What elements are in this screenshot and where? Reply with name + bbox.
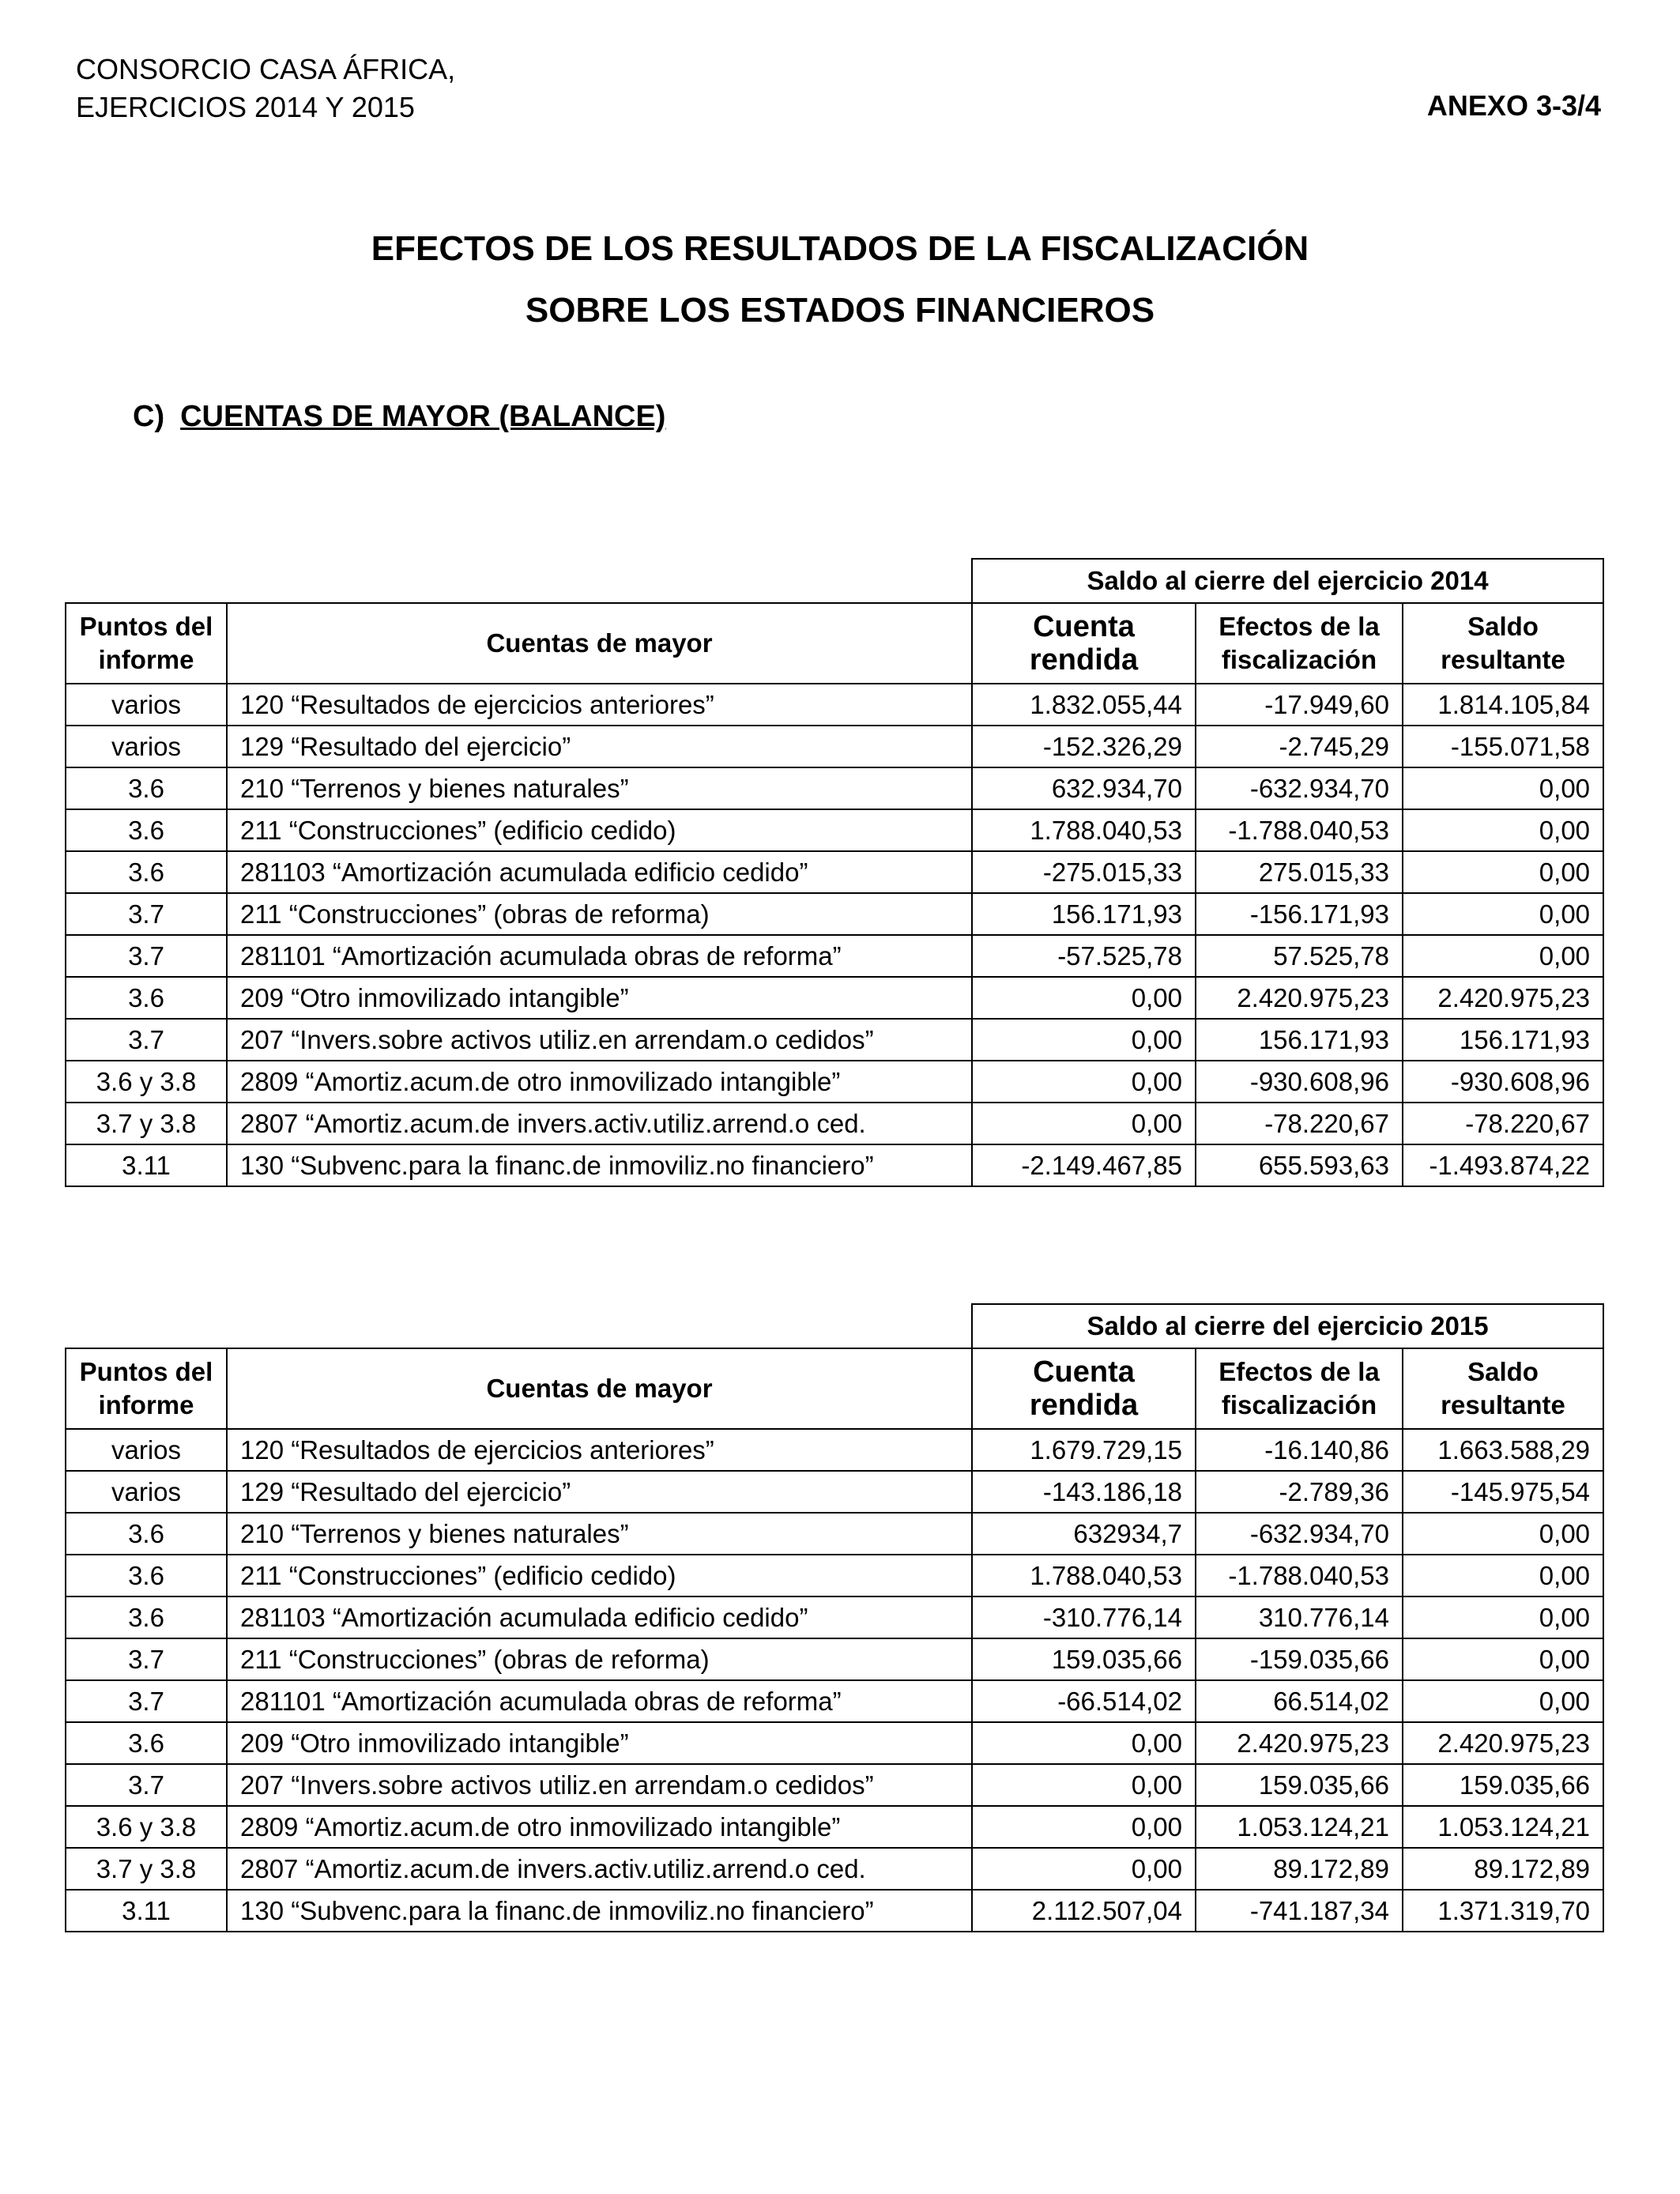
col-header-rendida: Cuenta rendida (972, 603, 1196, 684)
cell-punto: 3.7 (66, 935, 227, 977)
ledger-table-2015 (65, 1303, 1604, 1932)
cell-cuenta: 2809 “Amortiz.acum.de otro inmovilizado intangible” (227, 1806, 972, 1848)
cell-efectos: 2.420.975,23 (1196, 977, 1403, 1019)
header-spacer (66, 1304, 972, 1348)
cell-efectos: -2.745,29 (1196, 726, 1403, 767)
cell-cuenta: 207 “Invers.sobre activos utiliz.en arrendam.o cedidos” (227, 1764, 972, 1806)
col-header-cuentas: Cuentas de mayor (227, 603, 972, 684)
title-line-2: SOBRE LOS ESTADOS FINANCIEROS (525, 291, 1155, 330)
cell-resultante: -930.608,96 (1403, 1061, 1603, 1103)
cell-cuenta: 281101 “Amortización acumulada obras de reforma” (227, 1680, 972, 1722)
cell-cuenta: 211 “Construcciones” (edificio cedido) (227, 809, 972, 851)
cell-resultante: 0,00 (1403, 1596, 1603, 1638)
cell-resultante: -78.220,67 (1403, 1103, 1603, 1144)
cell-cuenta: 281103 “Amortización acumulada edificio cedido” (227, 851, 972, 893)
table-row (66, 1144, 1603, 1186)
table-row (66, 1471, 1603, 1513)
cell-cuenta: 130 “Subvenc.para la financ.de inmoviliz.no financiero” (227, 1144, 972, 1186)
title-line-1: EFECTOS DE LOS RESULTADOS DE LA FISCALIZACIÓN (371, 229, 1309, 268)
cell-efectos: 2.420.975,23 (1196, 1722, 1403, 1764)
col-header-puntos: Puntos del informe (66, 1348, 227, 1429)
cell-rendida: -2.149.467,85 (972, 1144, 1196, 1186)
cell-resultante: 0,00 (1403, 935, 1603, 977)
cell-rendida: -275.015,33 (972, 851, 1196, 893)
cell-resultante: -145.975,54 (1403, 1471, 1603, 1513)
cell-resultante: 0,00 (1403, 1513, 1603, 1555)
cell-rendida: 156.171,93 (972, 893, 1196, 935)
cell-punto: 3.7 (66, 893, 227, 935)
col-header-efectos: Efectos de la fiscalización (1196, 1348, 1403, 1429)
cell-efectos: -632.934,70 (1196, 1513, 1403, 1555)
ledger-table-2014 (65, 558, 1604, 1187)
cell-cuenta: 130 “Subvenc.para la financ.de inmoviliz.no financiero” (227, 1890, 972, 1932)
header-spacer (66, 559, 972, 603)
cell-efectos: -1.788.040,53 (1196, 1555, 1403, 1596)
table-row (66, 935, 1603, 977)
document-header (76, 51, 455, 126)
table-row (66, 1596, 1603, 1638)
cell-resultante: 0,00 (1403, 893, 1603, 935)
cell-punto: 3.6 (66, 1555, 227, 1596)
table-row (66, 1848, 1603, 1890)
cell-efectos: 89.172,89 (1196, 1848, 1403, 1890)
table-row (66, 1019, 1603, 1061)
cell-punto: varios (66, 1429, 227, 1471)
table-row (66, 767, 1603, 809)
cell-resultante: 0,00 (1403, 767, 1603, 809)
table-row (66, 1513, 1603, 1555)
group-header: Saldo al cierre del ejercicio 2014 (972, 559, 1603, 603)
cell-cuenta: 211 “Construcciones” (obras de reforma) (227, 1638, 972, 1680)
cell-cuenta: 2807 “Amortiz.acum.de invers.activ.utiliz.arrend.o ced. (227, 1848, 972, 1890)
cell-rendida: 0,00 (972, 1722, 1196, 1764)
table-row (66, 1722, 1603, 1764)
cell-punto: 3.6 (66, 1513, 227, 1555)
cell-punto: 3.6 (66, 851, 227, 893)
cell-rendida: -310.776,14 (972, 1596, 1196, 1638)
section-letter: C) (133, 400, 165, 433)
cell-punto: 3.7 y 3.8 (66, 1103, 227, 1144)
cell-rendida: -152.326,29 (972, 726, 1196, 767)
cell-efectos: -78.220,67 (1196, 1103, 1403, 1144)
cell-efectos: 57.525,78 (1196, 935, 1403, 977)
cell-punto: 3.11 (66, 1890, 227, 1932)
cell-rendida: 1.679.729,15 (972, 1429, 1196, 1471)
cell-efectos: -159.035,66 (1196, 1638, 1403, 1680)
cell-cuenta: 2807 “Amortiz.acum.de invers.activ.utiliz.arrend.o ced. (227, 1103, 972, 1144)
section-heading (133, 400, 665, 434)
cell-rendida: 0,00 (972, 1019, 1196, 1061)
cell-punto: 3.6 (66, 1596, 227, 1638)
cell-rendida: -57.525,78 (972, 935, 1196, 977)
table-row (66, 851, 1603, 893)
cell-cuenta: 281101 “Amortización acumulada obras de reforma” (227, 935, 972, 977)
col-header-efectos: Efectos de la fiscalización (1196, 603, 1403, 684)
table-row (66, 1806, 1603, 1848)
cell-rendida: 632934,7 (972, 1513, 1196, 1555)
cell-punto: 3.7 (66, 1638, 227, 1680)
cell-resultante: 156.171,93 (1403, 1019, 1603, 1061)
cell-cuenta: 120 “Resultados de ejercicios anteriores” (227, 684, 972, 726)
cell-cuenta: 207 “Invers.sobre activos utiliz.en arrendam.o cedidos” (227, 1019, 972, 1061)
cell-punto: 3.6 y 3.8 (66, 1806, 227, 1848)
cell-resultante: 1.053.124,21 (1403, 1806, 1603, 1848)
cell-punto: 3.6 (66, 767, 227, 809)
cell-punto: varios (66, 726, 227, 767)
cell-punto: 3.6 (66, 1722, 227, 1764)
cell-punto: varios (66, 1471, 227, 1513)
cell-rendida: 1.832.055,44 (972, 684, 1196, 726)
table-row (66, 684, 1603, 726)
cell-punto: 3.11 (66, 1144, 227, 1186)
cell-cuenta: 211 “Construcciones” (edificio cedido) (227, 1555, 972, 1596)
cell-rendida: 0,00 (972, 1764, 1196, 1806)
cell-resultante: -155.071,58 (1403, 726, 1603, 767)
table-row (66, 809, 1603, 851)
cell-cuenta: 210 “Terrenos y bienes naturales” (227, 767, 972, 809)
cell-resultante: 0,00 (1403, 1555, 1603, 1596)
cell-efectos: 1.053.124,21 (1196, 1806, 1403, 1848)
table-row (66, 1061, 1603, 1103)
cell-cuenta: 209 “Otro inmovilizado intangible” (227, 977, 972, 1019)
cell-efectos: 66.514,02 (1196, 1680, 1403, 1722)
cell-resultante: 2.420.975,23 (1403, 977, 1603, 1019)
cell-rendida: 0,00 (972, 977, 1196, 1019)
cell-punto: 3.7 y 3.8 (66, 1848, 227, 1890)
cell-efectos: -1.788.040,53 (1196, 809, 1403, 851)
cell-efectos: -156.171,93 (1196, 893, 1403, 935)
cell-efectos: 655.593,63 (1196, 1144, 1403, 1186)
table-row (66, 1890, 1603, 1932)
group-header: Saldo al cierre del ejercicio 2015 (972, 1304, 1603, 1348)
cell-rendida: -143.186,18 (972, 1471, 1196, 1513)
table-row (66, 1680, 1603, 1722)
col-header-resultante: Saldo resultante (1403, 1348, 1603, 1429)
col-header-puntos: Puntos del informe (66, 603, 227, 684)
header-entity: CONSORCIO CASA ÁFRICA, (76, 53, 456, 85)
cell-cuenta: 211 “Construcciones” (obras de reforma) (227, 893, 972, 935)
cell-efectos: 159.035,66 (1196, 1764, 1403, 1806)
cell-punto: 3.6 (66, 809, 227, 851)
cell-cuenta: 120 “Resultados de ejercicios anteriores” (227, 1429, 972, 1471)
cell-rendida: 2.112.507,04 (972, 1890, 1196, 1932)
col-header-resultante: Saldo resultante (1403, 603, 1603, 684)
cell-rendida: 0,00 (972, 1103, 1196, 1144)
table-body (66, 1429, 1603, 1932)
col-header-rendida: Cuenta rendida (972, 1348, 1196, 1429)
cell-efectos: 156.171,93 (1196, 1019, 1403, 1061)
cell-rendida: 0,00 (972, 1061, 1196, 1103)
section-label: CUENTAS DE MAYOR (BALANCE) (180, 400, 666, 433)
cell-rendida: 0,00 (972, 1806, 1196, 1848)
cell-efectos: -17.949,60 (1196, 684, 1403, 726)
cell-resultante: 0,00 (1403, 1638, 1603, 1680)
cell-efectos: -2.789,36 (1196, 1471, 1403, 1513)
cell-cuenta: 129 “Resultado del ejercicio” (227, 726, 972, 767)
table-row (66, 1103, 1603, 1144)
cell-rendida: 1.788.040,53 (972, 1555, 1196, 1596)
cell-resultante: 1.371.319,70 (1403, 1890, 1603, 1932)
cell-cuenta: 281103 “Amortización acumulada edificio cedido” (227, 1596, 972, 1638)
cell-efectos: -16.140,86 (1196, 1429, 1403, 1471)
cell-punto: 3.7 (66, 1680, 227, 1722)
annex-label: ANEXO 3-3/4 (1426, 89, 1601, 122)
cell-resultante: 0,00 (1403, 1680, 1603, 1722)
cell-cuenta: 129 “Resultado del ejercicio” (227, 1471, 972, 1513)
table-row (66, 893, 1603, 935)
cell-rendida: -66.514,02 (972, 1680, 1196, 1722)
cell-punto: 3.7 (66, 1764, 227, 1806)
cell-efectos: 310.776,14 (1196, 1596, 1403, 1638)
page-title (0, 218, 1680, 341)
cell-efectos: 275.015,33 (1196, 851, 1403, 893)
cell-resultante: 2.420.975,23 (1403, 1722, 1603, 1764)
cell-punto: 3.7 (66, 1019, 227, 1061)
cell-resultante: 159.035,66 (1403, 1764, 1603, 1806)
table-row (66, 1638, 1603, 1680)
cell-resultante: -1.493.874,22 (1403, 1144, 1603, 1186)
cell-rendida: 0,00 (972, 1848, 1196, 1890)
cell-punto: varios (66, 684, 227, 726)
table-row (66, 726, 1603, 767)
col-header-cuentas: Cuentas de mayor (227, 1348, 972, 1429)
cell-efectos: -741.187,34 (1196, 1890, 1403, 1932)
table-row (66, 1764, 1603, 1806)
cell-resultante: 1.663.588,29 (1403, 1429, 1603, 1471)
cell-punto: 3.6 (66, 977, 227, 1019)
cell-resultante: 0,00 (1403, 851, 1603, 893)
cell-resultante: 1.814.105,84 (1403, 684, 1603, 726)
cell-cuenta: 2809 “Amortiz.acum.de otro inmovilizado intangible” (227, 1061, 972, 1103)
cell-rendida: 159.035,66 (972, 1638, 1196, 1680)
cell-efectos: -632.934,70 (1196, 767, 1403, 809)
cell-resultante: 0,00 (1403, 809, 1603, 851)
table-row (66, 977, 1603, 1019)
cell-resultante: 89.172,89 (1403, 1848, 1603, 1890)
table-row (66, 1429, 1603, 1471)
cell-rendida: 632.934,70 (972, 767, 1196, 809)
table-body (66, 684, 1603, 1186)
table-row (66, 1555, 1603, 1596)
cell-cuenta: 209 “Otro inmovilizado intangible” (227, 1722, 972, 1764)
header-years: EJERCICIOS 2014 Y 2015 (76, 91, 415, 123)
cell-efectos: -930.608,96 (1196, 1061, 1403, 1103)
cell-cuenta: 210 “Terrenos y bienes naturales” (227, 1513, 972, 1555)
cell-punto: 3.6 y 3.8 (66, 1061, 227, 1103)
cell-rendida: 1.788.040,53 (972, 809, 1196, 851)
